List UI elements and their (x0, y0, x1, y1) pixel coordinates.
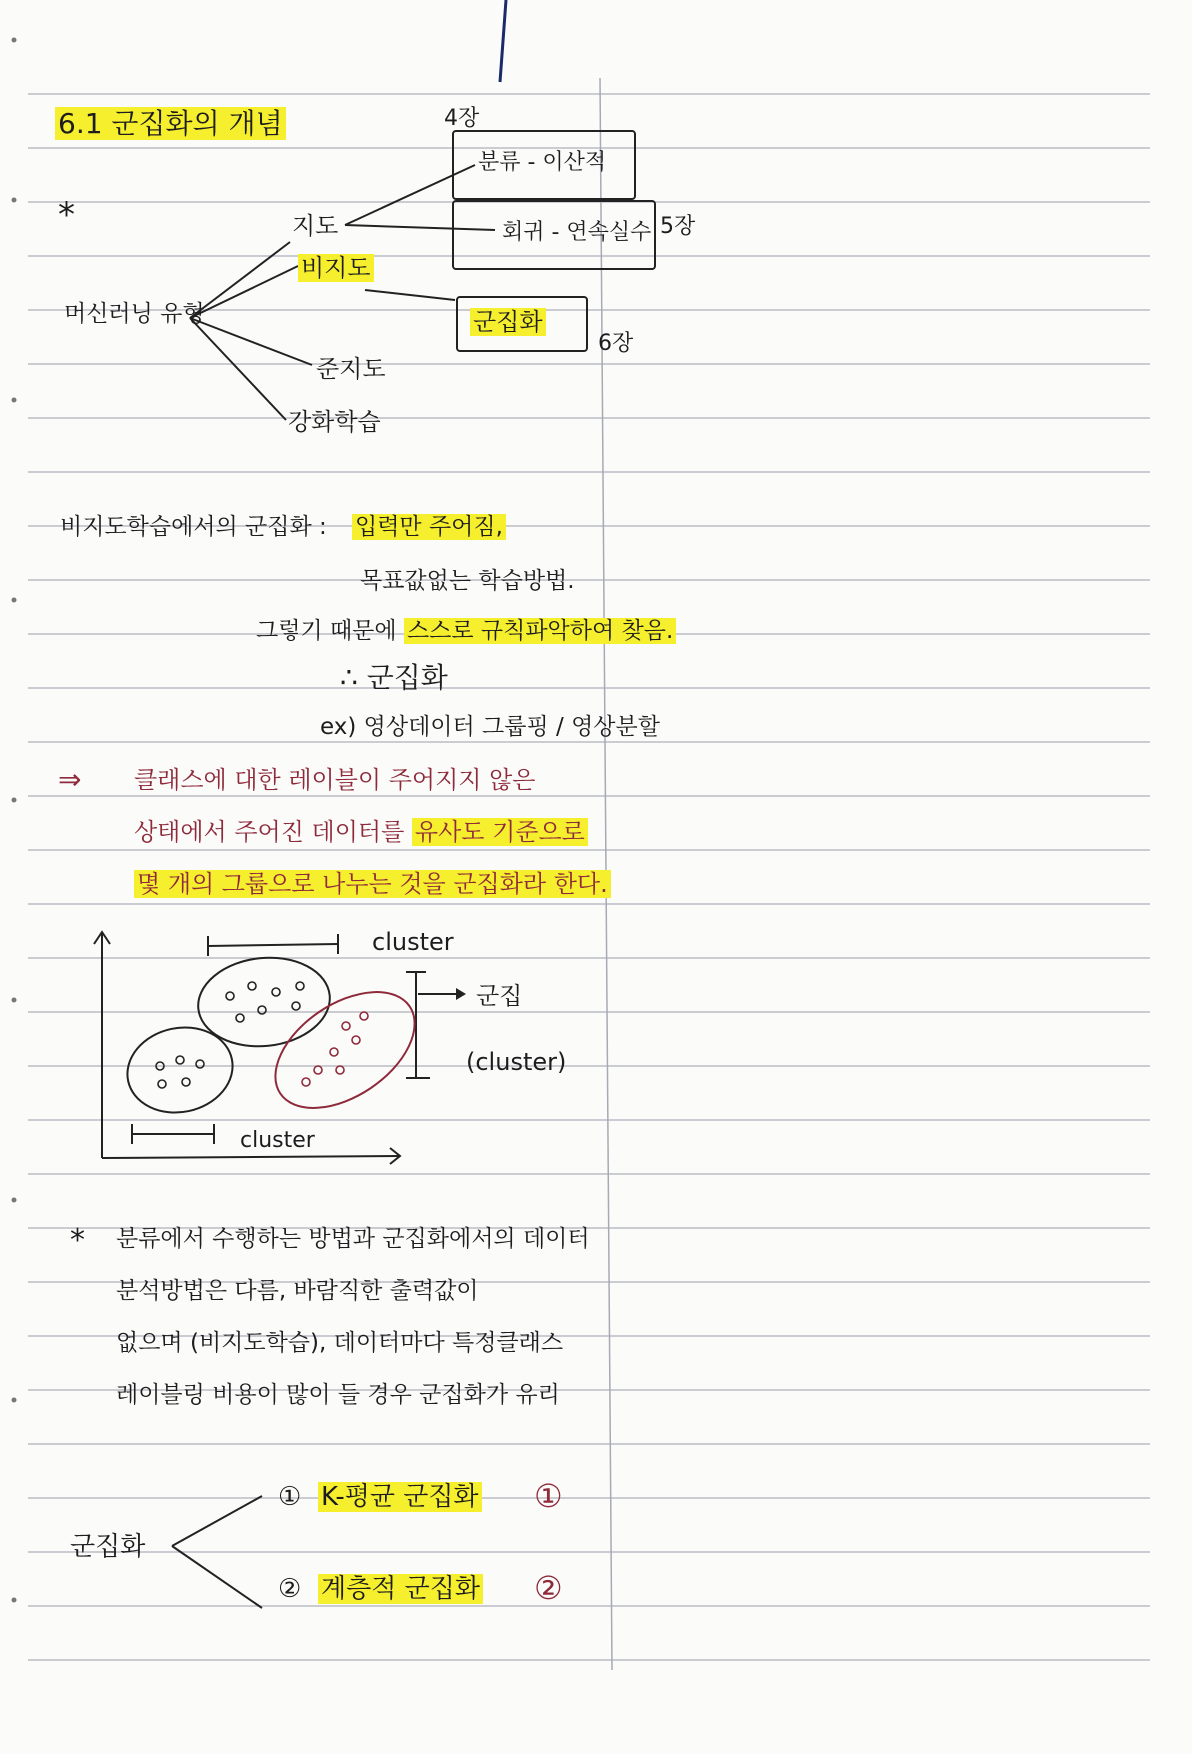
diagram-bottom-label: cluster (240, 1128, 315, 1153)
type-1-number: ① (278, 1482, 302, 1512)
definition-line3-highlight: 스스로 규칙파악하여 찾음. (404, 618, 676, 644)
definition-lead: 비지도학습에서의 군집화 : (60, 514, 327, 540)
chapter-6-label: 6장 (598, 331, 634, 356)
type-2-number: ② (278, 1574, 302, 1604)
arrow-note-line2-pre: 상태에서 주어진 데이터를 (134, 818, 405, 846)
clustering-node-text: 군집화 (470, 308, 546, 336)
definition-line2: 목표값없는 학습방법. (360, 568, 575, 594)
section-title-text: 6.1 군집화의 개념 (55, 107, 286, 140)
example-line: ex) 영상데이터 그룹핑 / 영상분할 (320, 714, 660, 740)
note-line4: 레이블링 비용이 많이 들 경우 군집화가 유리 (116, 1382, 560, 1408)
mindmap-unsupervised-text: 비지도 (298, 254, 374, 282)
mindmap-reinforcement: 강화학습 (288, 408, 381, 436)
note-line1: 분류에서 수행하는 방법과 군집화에서의 데이터 (116, 1226, 590, 1252)
therefore-clustering: ∴ 군집화 (340, 661, 448, 694)
type-2-red-mark: ② (534, 1569, 563, 1607)
arrow-mark: ⇒ (58, 763, 82, 796)
note-star: * (70, 1223, 85, 1258)
type-2-hierarchical-text: 계층적 군집화 (318, 1574, 483, 1604)
types-root: 군집화 (70, 1532, 146, 1562)
diagram-right-label-en: (cluster) (466, 1048, 567, 1076)
diagram-right-label-ko: 군집 (476, 982, 523, 1010)
mindmap-supervised: 지도 (292, 212, 339, 240)
type-2-hierarchical (318, 1576, 483, 1602)
mindmap-semisupervised: 준지도 (316, 355, 386, 383)
definition-line1-text: 입력만 주어짐, (352, 514, 506, 540)
type-1-kmeans (318, 1484, 482, 1510)
mindmap-root: 머신러닝 유형 (64, 301, 205, 327)
note-line2: 분석방법은 다름, 바람직한 출력값이 (116, 1278, 479, 1304)
chapter-5-label: 5장 (660, 214, 696, 239)
type-1-kmeans-text: K-평균 군집화 (318, 1482, 482, 1512)
arrow-note-line1: 클래스에 대한 레이블이 주어지지 않은 (134, 766, 536, 794)
type-1-red-mark: ① (534, 1477, 563, 1515)
classification-label: 분류 - 이산적 (478, 150, 607, 175)
note-line3: 없으며 (비지도학습), 데이터마다 특정클래스 (116, 1330, 564, 1356)
arrow-note-line2-highlight: 유사도 기준으로 (412, 818, 588, 846)
regression-label: 회귀 - 연속실수 (502, 220, 652, 245)
arrow-note-line3-text: 몇 개의 그룹으로 나누는 것을 군집화라 한다. (134, 870, 611, 898)
star-mark: * (58, 195, 75, 235)
definition-line3-pre: 그렇기 때문에 (256, 618, 397, 644)
chapter-4-label: 4장 (444, 106, 480, 131)
diagram-top-label: cluster (372, 928, 454, 956)
